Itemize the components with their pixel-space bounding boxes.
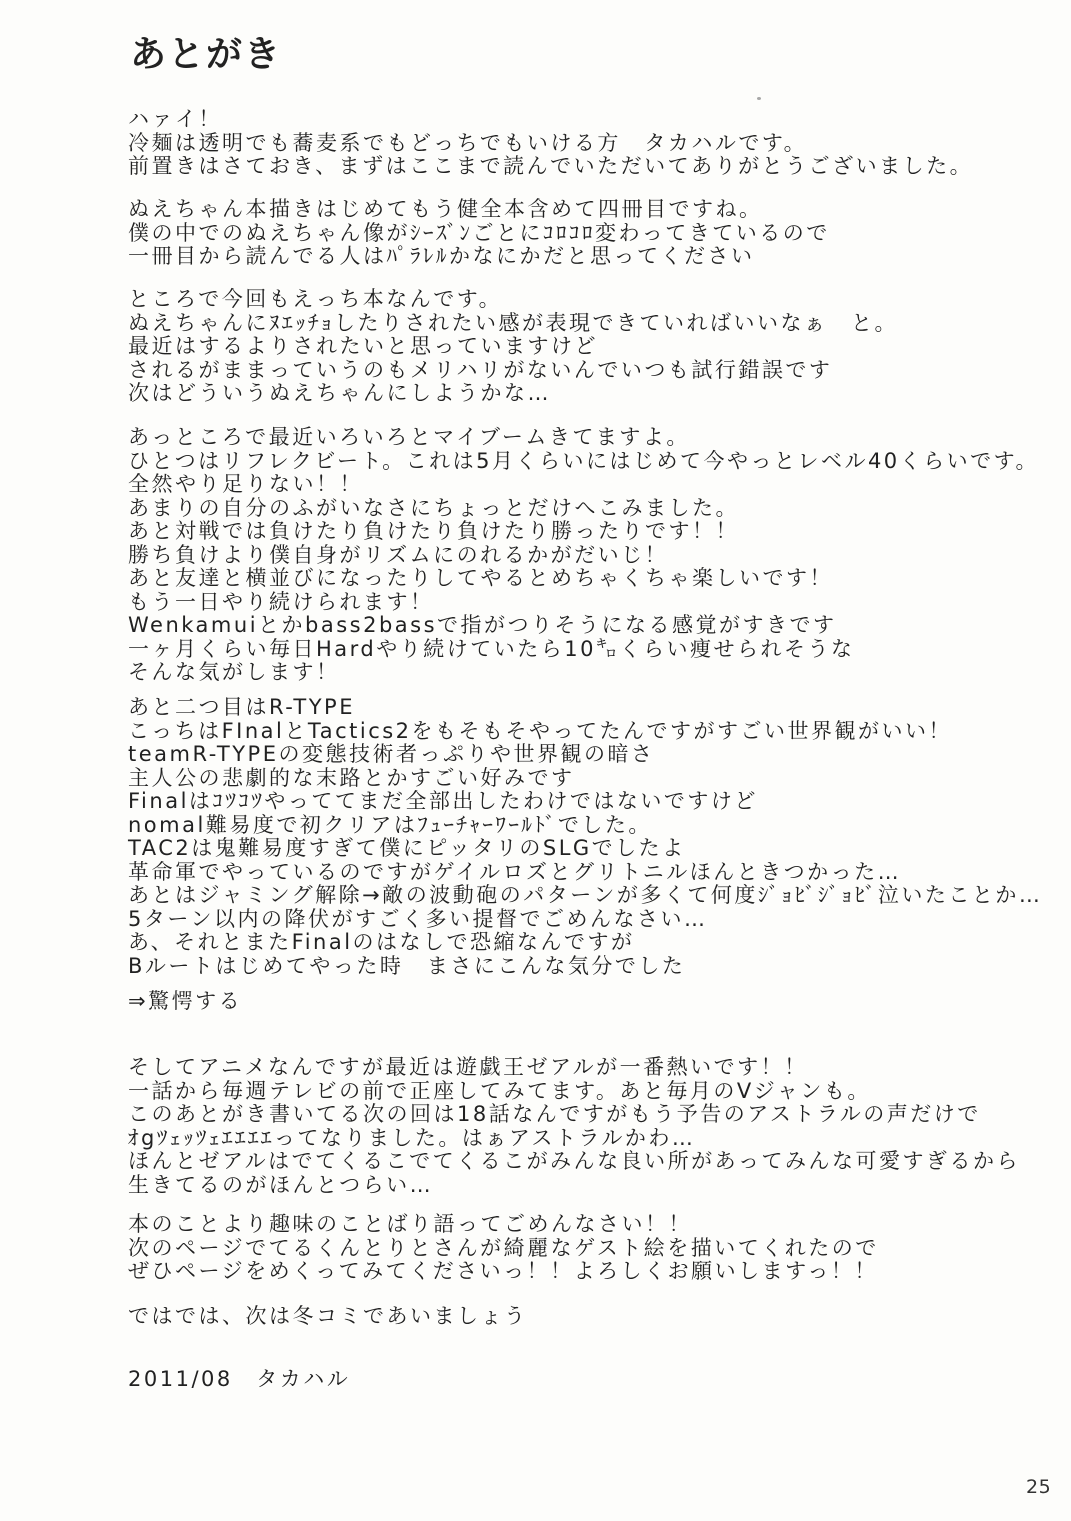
text-line: ぬえちゃんにﾇｴｯﾁｮしたりされたい感が表現できていればいいなぁ と。 <box>128 310 898 335</box>
text-line: 一冊目から読んでる人はﾊﾟﾗﾚﾙかなにかだと思ってください <box>128 244 755 268</box>
text-line: ぜひページをめくってみてくださいっ！！よろしくお願いしますっ！！ <box>128 1259 878 1283</box>
text-line: 革命軍でやっているのですがゲイルロズとグリトニルほんときつかった… <box>128 859 902 884</box>
text-line: 主人公の悲劇的な末路とかすごい好みです <box>128 765 575 790</box>
text-line: もう一日やり続けられます！ <box>128 589 434 614</box>
text-line: 次はどういうぬえちゃんにしようかな… <box>128 381 551 405</box>
text-line: 前置きはさておき、まずはここまで読んでいただいてありがとうございました。 <box>128 154 974 178</box>
text-line: 最近はするよりされたいと思っていますけど <box>128 334 598 358</box>
text-line: 2011/08 タカハル <box>128 1367 351 1391</box>
text-line: 一話から毎週テレビの前で正座してみてます。あと毎月のVジャンも。 <box>128 1078 871 1103</box>
text-line: teamR-TYPEの変態技術者っぷりや世界観の暗さ <box>128 742 655 766</box>
text-line: ではでは、次は冬コミであいましょう <box>128 1304 528 1328</box>
text-line: ⇒驚愕する <box>128 989 243 1013</box>
afterword-paragraph-rtype <box>128 696 1051 978</box>
text-line: 5ターン以内の降伏がすごく多い提督でごめんなさい… <box>128 906 708 931</box>
text-line: 僕の中でのぬえちゃん像がｼｰｽﾞﾝごとにｺﾛｺﾛ変わってきているので <box>128 220 830 245</box>
text-line: ほんとゼアルはでてくるこでてくるこがみんな良い所があってみんな可愛すぎるから <box>128 1149 1020 1173</box>
afterword-paragraph-punchline <box>128 990 1051 1014</box>
afterword-paragraph-book-count <box>128 198 1051 269</box>
page-number: 25 <box>1026 1476 1052 1498</box>
text-line: nomal難易度で初クリアはﾌｭｰﾁｬｰﾜｰﾙﾄﾞでした。 <box>128 812 652 837</box>
afterword-paragraph-farewell <box>128 1305 1051 1329</box>
text-line: 生きてるのがほんとつらい… <box>128 1172 434 1197</box>
text-line: あと対戦では負けたり負けたり負けたり勝ったりです！！ <box>128 519 739 543</box>
text-line: 次のページでてるくんとりとさんが綺麗なゲスト絵を描いてくれたので <box>128 1235 879 1260</box>
text-line: ハァイ！ <box>128 107 222 131</box>
text-line: あと二つ目はR-TYPE <box>128 695 355 719</box>
afterword-paragraph-guest-art <box>128 1213 1051 1284</box>
text-line: されるがままっていうのもメリハリがないんでいつも試行錯誤です <box>128 357 833 382</box>
scan-speck <box>757 97 761 100</box>
text-line: こっちはFInalとTactics2をもそもそやってたんですがすごい世界観がいい！ <box>128 718 953 743</box>
text-line: あとはジャミング解除→敵の波動砲のパターンが多くて何度ｼﾞｮﾋﾞｼﾞｮﾋﾞ泣いたことか… <box>128 883 1043 907</box>
text-line: 本のことより趣味のことばり語ってごめんなさい！！ <box>128 1212 692 1236</box>
text-line: あっところで最近いろいろとマイブームきてますよ。 <box>128 425 690 449</box>
text-line: ぬえちゃん本描きはじめてもう健全本含めて四冊目ですね。 <box>128 197 763 221</box>
text-line: あまりの自分のふがいなさにちょっとだけへこみました。 <box>128 495 739 520</box>
text-line: 全然やり足りない！！ <box>128 472 363 496</box>
afterword-paragraph-anime <box>128 1056 1051 1197</box>
text-line: そんな気がします！ <box>128 660 340 684</box>
text-line: Bルートはじめてやった時 まさにこんな気分でした <box>128 953 686 978</box>
text-line: TAC2は鬼難易度すぎて僕にピッタリのSLGでしたよ <box>128 836 686 860</box>
afterword-paragraph-reflec-beat <box>128 426 1051 685</box>
afterword-paragraph-this-book <box>128 288 1051 406</box>
afterword-paragraph-greeting <box>128 108 1051 179</box>
text-line: Finalはｺﾂｺﾂやっててまだ全部出したわけではないですけど <box>128 789 758 813</box>
page-title: あとがき <box>130 33 283 75</box>
text-line: 勝ち負けより僕自身がリズムにのれるかがだいじ！ <box>128 542 669 567</box>
text-line: ところで今回もえっち本なんです。 <box>128 287 503 311</box>
text-line: ひとつはリフレクビート。これは5月くらいにはじめて今やっとレベル40くらいです。 <box>128 448 1039 473</box>
text-line: そしてアニメなんですが最近は遊戯王ゼアルが一番熱いです！！ <box>128 1055 808 1079</box>
date-signature <box>128 1368 1051 1392</box>
text-line: ｵgﾂｪｯﾂｪｴｴｴｴってなりました。はぁアストラルかわ… <box>128 1125 696 1150</box>
text-line: 冷麺は透明でも蕎麦系でもどっちでもいける方 タカハルです。 <box>128 130 808 155</box>
text-line: 一ヶ月くらい毎日Hardやり続けていたら10㌔くらい痩せられそうな <box>128 636 855 661</box>
text-line: Wenkamuiとかbass2bassで指がつりそうになる感覚がすきです <box>128 613 837 637</box>
text-line: あと友達と横並びになったりしてやるとめちゃくちゃ楽しいです！ <box>128 566 833 590</box>
text-line: あ、それとまたFinalのはなしで恐縮なんですが <box>128 930 635 954</box>
text-line: このあとがき書いてる次の回は18話なんですがもう予告のアストラルの声だけで <box>128 1102 981 1126</box>
